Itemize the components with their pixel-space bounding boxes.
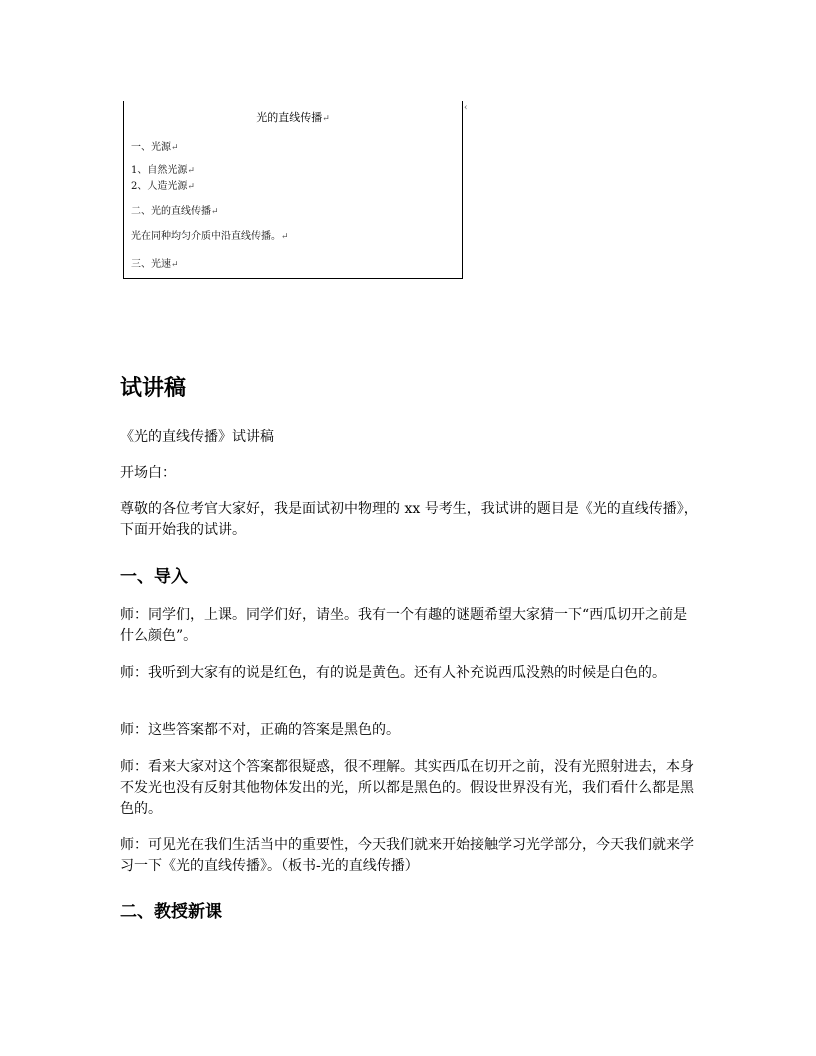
opening-label: 开场白： [120,465,176,481]
paragraph-4: 师：看来大家对这个答案都很疑惑，很不理解。其实西瓜在切开之前，没有光照射进去，本身不发光也没有反射其他物体发出的光，所以都是黑色的。假设世界没有光，我们看什么都是黑色的。 [120,759,694,817]
section-heading-new-lesson: 二、教授新课 [120,902,222,922]
board-line-5: 光在同种均匀介质中沿直线传播。↵ [131,231,289,242]
paragraph-5: 师：可见光在我们生活当中的重要性，今天我们就来开始接触学习光学部分，今天我们就来学习一下《光的直线传播》。（板书-光的直线传播） [120,837,694,874]
section-heading-intro: 一、导入 [120,567,188,587]
board-line-1: 一、光源↵ [131,142,179,153]
board-line-4: 二、光的直线传播↵ [131,206,219,217]
paragraph-2: 师：我听到大家有的说是红色，有的说是黄色。还有人补充说西瓜没熟的时候是白色的。 [120,665,666,681]
opening-paragraph: 尊敬的各位考官大家好，我是面试初中物理的 xx 号考生，我试讲的题目是《光的直线传播》，下面开始我的试讲。 [120,501,698,538]
blackboard-plan-image [123,101,463,279]
board-edge-mark: ‹ [464,103,468,113]
board-line-6: 三、光速↵ [131,259,179,270]
paragraph-3: 师：这些答案都不对，正确的答案是黑色的。 [120,722,400,738]
board-line-2: 1、自然光源↵ [131,165,195,176]
document-subtitle: 《光的直线传播》试讲稿 [120,429,274,445]
board-title: 光的直线传播↵ [256,111,330,124]
board-line-3: 2、人造光源↵ [131,181,195,192]
document-title: 试讲稿 [120,376,187,401]
paragraph-1: 师：同学们，上课。同学们好，请坐。我有一个有趣的谜题希望大家猜一下“西瓜切开之前是什么颜色”。 [120,607,688,644]
